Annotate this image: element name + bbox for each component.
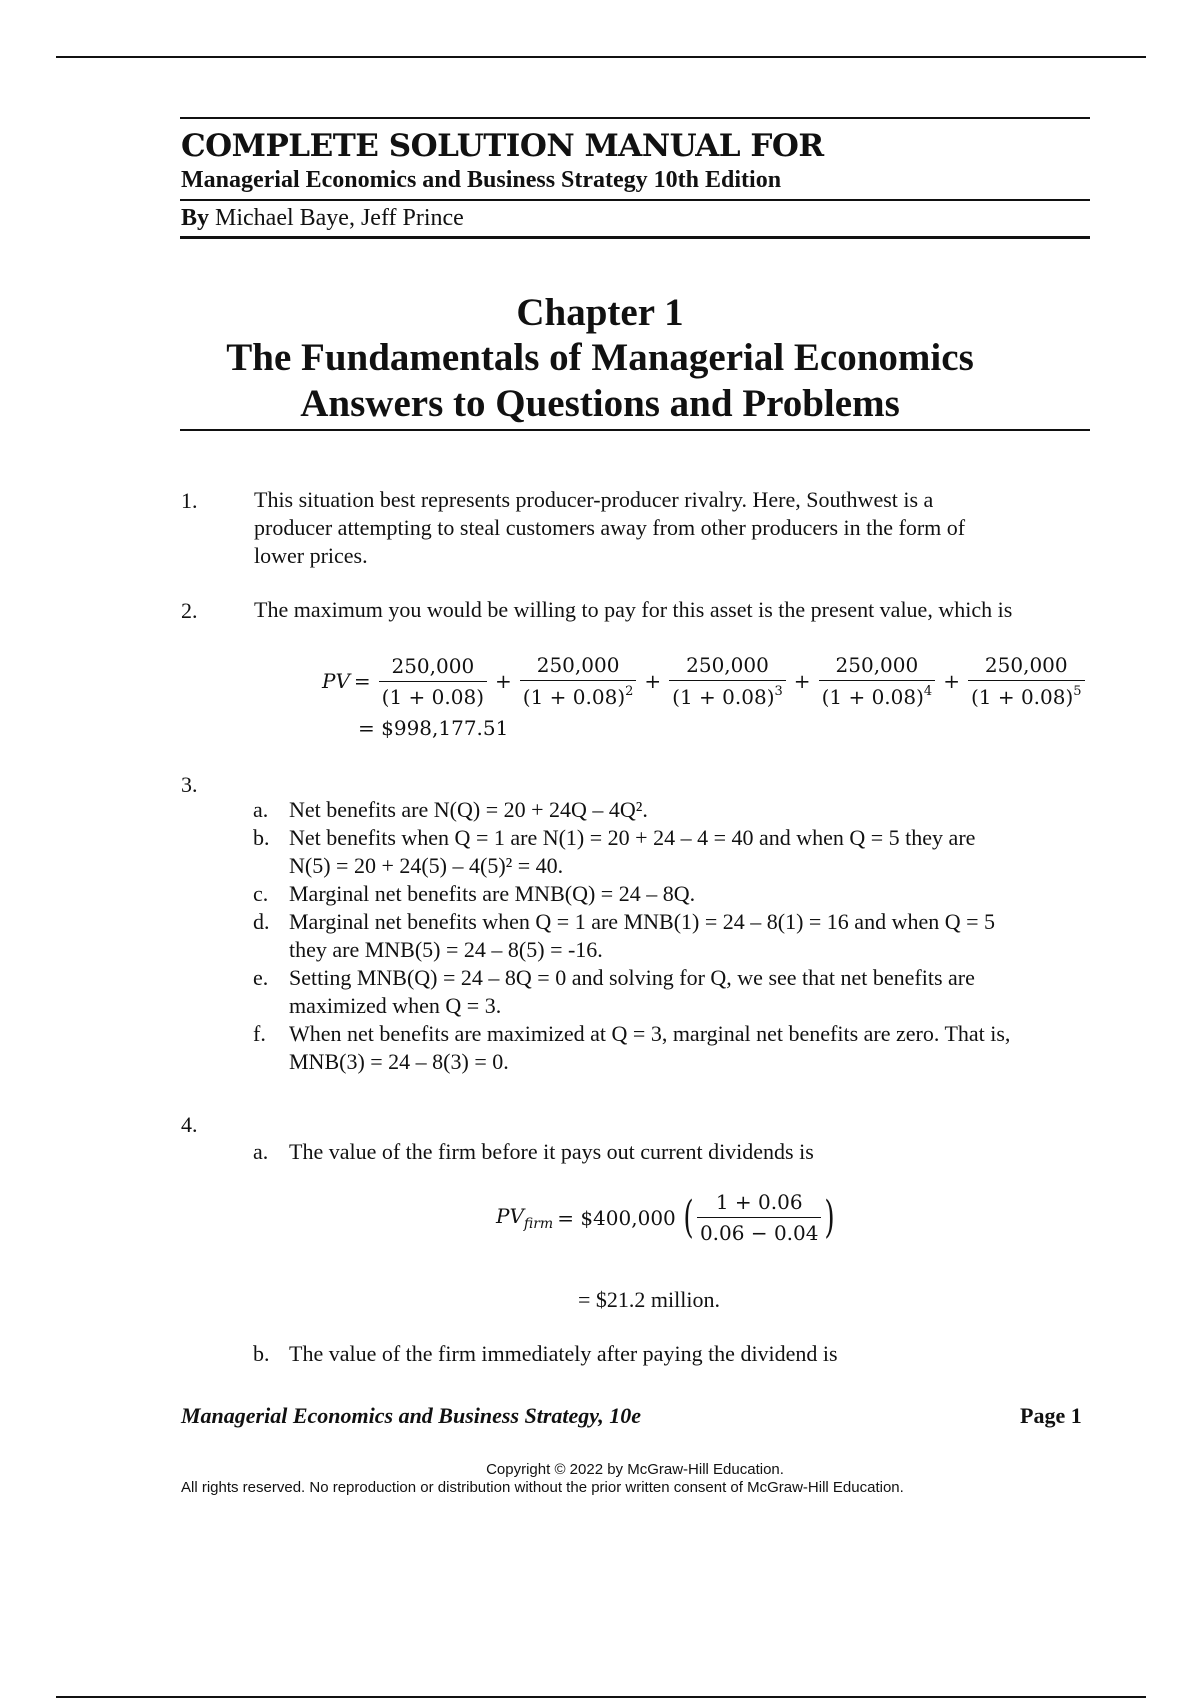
text-line: Net benefits are N(Q) = 20 + 24Q – 4Q².: [289, 797, 648, 822]
text-line: The value of the firm before it pays out current dividends is: [289, 1139, 814, 1164]
by-label: By: [181, 205, 210, 231]
firm-value-result: = $21.2 million.: [578, 1287, 720, 1312]
plus-sign: +: [943, 669, 960, 693]
item-label: b.: [253, 825, 270, 850]
plus-sign: +: [644, 669, 662, 693]
page-number: Page 1: [1020, 1403, 1082, 1428]
item-label: b.: [253, 1341, 270, 1366]
numerator: 250,000: [391, 653, 475, 678]
text-line: Marginal net benefits are MNB(Q) = 24 – 8Q.: [289, 881, 696, 906]
left-paren: (: [683, 1191, 694, 1243]
plus-sign: +: [793, 669, 811, 693]
fraction-term: [379, 654, 487, 709]
text-line: Setting MNB(Q) = 24 – 8Q = 0 and solving for Q, we see that net benefits are: [289, 965, 975, 990]
equals-sign: =: [353, 669, 371, 693]
numerator: 250,000: [984, 653, 1068, 677]
numerator: 1 + 0.06: [715, 1190, 803, 1214]
chapter-title: The Fundamentals of Managerial Economics: [226, 336, 974, 379]
equals-amount: = $400,000: [557, 1205, 676, 1230]
text-line: Marginal net benefits when Q = 1 are MNB(1) = 24 – 8(1) = 16 and when Q = 5: [289, 909, 996, 934]
plus-sign: +: [495, 669, 512, 693]
question-3-number: 3.: [181, 772, 198, 797]
header-mid-rule: [180, 199, 1090, 201]
item-label: c.: [253, 881, 269, 906]
header-top-rule: [180, 117, 1090, 119]
denominator: 0.06 − 0.04: [697, 1217, 822, 1245]
question-4-part-a: [253, 1138, 814, 1166]
fraction-term: [520, 653, 637, 709]
item-label: a.: [253, 1139, 269, 1164]
firm-value-equation: [496, 1190, 839, 1245]
list-item: [253, 796, 1103, 824]
item-label: e.: [253, 965, 269, 990]
present-value-equation: [322, 653, 1089, 709]
denominator: $(1 + 0.08)^4$: [819, 680, 936, 709]
authors: Michael Baye, Jeff Prince: [215, 205, 464, 231]
fraction-term: [697, 1190, 822, 1245]
item-label: f.: [253, 1021, 266, 1046]
authors-line: [181, 205, 464, 232]
text-line: MNB(3) = 24 – 8(3) = 0.: [289, 1049, 509, 1074]
item-label: a.: [253, 797, 269, 822]
numerator: 250,000: [686, 653, 769, 677]
pv-firm-symbol: $PV_{firm}$: [496, 1203, 554, 1232]
fraction-term: [968, 653, 1085, 709]
text-line: When net benefits are maximized at Q = 3, marginal net benefits are zero. That is,: [289, 1021, 1011, 1046]
chapter-rule: [180, 429, 1090, 431]
text-line: The value of the firm immediately after paying the dividend is: [289, 1341, 838, 1366]
question-2-text: The maximum you would be willing to pay for this asset is the present value, which is: [254, 597, 1013, 622]
denominator: $(1 + 0.08)^5$: [968, 680, 1085, 709]
fraction-term: [819, 653, 936, 709]
copyright-line: Copyright © 2022 by McGraw-Hill Education.: [486, 1461, 784, 1478]
denominator: $(1 + 0.08)^2$: [520, 680, 637, 709]
page-top-rule: [56, 56, 1146, 58]
numerator: 250,000: [835, 653, 919, 677]
right-paren: ): [824, 1191, 836, 1243]
page-bottom-rule: [56, 1696, 1146, 1698]
numerator: 250,000: [536, 653, 620, 677]
list-item: [253, 964, 1103, 1020]
denominator: (1 + 0.08): [379, 681, 487, 709]
text-line: lower prices.: [254, 543, 368, 568]
question-3-parts: [253, 796, 1103, 1076]
question-4-part-b: [253, 1340, 838, 1368]
footer-book-title: Managerial Economics and Business Strategy, 10e: [181, 1403, 642, 1428]
question-1-number: 1.: [181, 488, 198, 513]
list-item: [253, 1020, 1103, 1076]
question-1-answer: [254, 486, 1094, 570]
text-line: N(5) = 20 + 24(5) – 4(5)² = 40.: [289, 853, 564, 878]
present-value-result: = $998,177.51: [358, 716, 509, 740]
chapter-subtitle: Answers to Questions and Problems: [300, 382, 900, 425]
list-item: [253, 880, 1103, 908]
text-line: This situation best represents producer-producer rivalry. Here, Southwest is a: [254, 487, 934, 512]
question-4-number: 4.: [181, 1112, 198, 1137]
item-label: d.: [253, 909, 270, 934]
list-item: [253, 824, 1103, 880]
book-title: Managerial Economics and Business Strategy 10th Edition: [181, 167, 782, 193]
list-item: [253, 908, 1103, 964]
solution-manual-title: COMPLETE SOLUTION MANUAL FOR: [181, 128, 824, 164]
denominator: $(1 + 0.08)^3$: [669, 680, 786, 709]
question-2-number: 2.: [181, 598, 198, 623]
text-line: they are MNB(5) = 24 – 8(5) = -16.: [289, 937, 603, 962]
rights-line: All rights reserved. No reproduction or distribution without the prior written consent of McGraw-Hill Education.: [181, 1479, 904, 1496]
fraction-term: [669, 653, 786, 709]
chapter-number: Chapter 1: [516, 291, 684, 334]
text-line: Net benefits when Q = 1 are N(1) = 20 + 24 – 4 = 40 and when Q = 5 they are: [289, 825, 976, 850]
text-line: producer attempting to steal customers away from other producers in the form of: [254, 515, 966, 540]
header-bottom-rule: [180, 236, 1090, 239]
pv-symbol: PV: [322, 669, 350, 693]
text-line: maximized when Q = 3.: [289, 993, 502, 1018]
